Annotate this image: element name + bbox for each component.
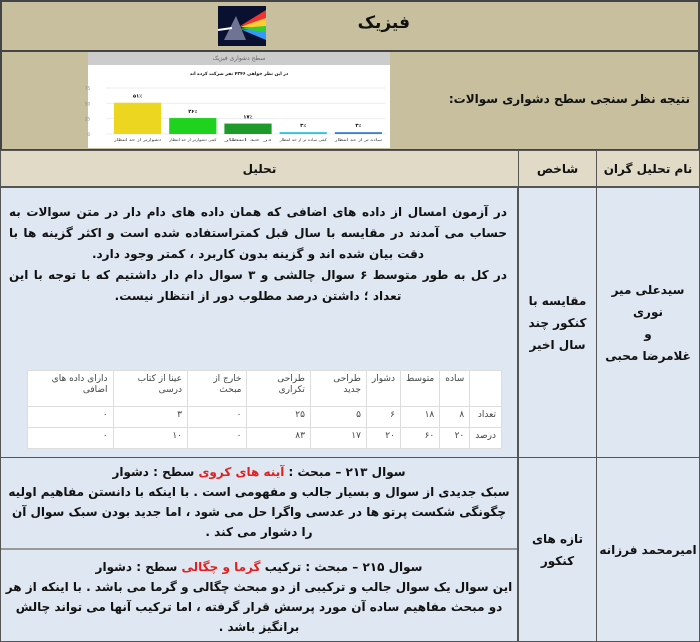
table-cell: ۳: [113, 407, 187, 428]
question-text: سبک جدیدی از سوال و بسیار جالب و مفهومی است . با اینکه با دانستن مفاهیم اولیه چگونگی شکست پرتو ها در عدسی واگرا حل می شود ، اما جدید بودن سبک سوال آن را دشوار می کند .: [8, 485, 510, 540]
table-cell: متوسط: [400, 371, 439, 407]
y-tick-label: 0: [87, 132, 90, 137]
bar: [280, 132, 327, 134]
survey-label: نتیجه نظر سنجی سطح دشواری سوالات:: [448, 92, 690, 106]
data-label: ۱۷٪: [243, 114, 253, 121]
x-tick-label: دشوارتر از حد انتظار: [112, 137, 162, 142]
indicator-cell: تازه های کنکور: [518, 457, 597, 642]
question-title: سوال ۲۱۳ – مبحث : آینه های کروی سطح : دشوار: [112, 465, 406, 480]
table-cell: ۲۰: [366, 428, 400, 449]
table-cell: [470, 371, 502, 407]
x-tick-label: ساده تر از حد انتظار: [333, 137, 382, 142]
difficulty-chart: [84, 52, 390, 148]
data-label: ۲۶٪: [188, 109, 198, 116]
paragraph: در آزمون امسال از داده های اضافی که همان داده های دام دار در متن سوالات به حساب می آمدند در مقایسه با سال قبل کمتراستفاده شده است و اکثر گزینه ها با دقت بیان شده اند و گزینه بدون کاربرد ، کمتر وجود دارد.: [9, 205, 507, 261]
table-cell: ۰: [187, 428, 247, 449]
table-cell: دارای داده های اضافی: [28, 371, 114, 407]
table-cell: دشوار: [366, 371, 400, 407]
table-cell: ۸۳: [247, 428, 310, 449]
topic-highlight: آینه های کروی: [198, 465, 285, 480]
question-213: [1, 460, 517, 544]
analyst-name: سیدعلی میر نوری: [611, 282, 685, 319]
y-tick-label: 25: [84, 116, 90, 122]
indicator-cell: مقایسه با کنکور چند سال اخیر: [518, 187, 597, 458]
table-cell: ۱۰: [113, 428, 187, 449]
question-215: [1, 555, 517, 639]
question-text: این سوال یک سوال جالب و ترکیبی از دو مبحث چگالی و گرما می باشد . با اینکه از هر دو مبحث مفاهیم ساده آن مورد پرسش قرار گرفته ، اما ترکیب آنها می تواند چالش برانگیز باشد .: [5, 579, 513, 634]
analyst-conjunction: و: [644, 326, 652, 341]
column-header-analysts: نام تحلیل گران: [596, 150, 700, 187]
table-cell: ۰: [28, 428, 114, 449]
table-cell: ۱۸: [400, 407, 439, 428]
analysts-cell: [596, 187, 700, 458]
bar: [169, 118, 216, 134]
analysis-cell: [0, 457, 518, 642]
bar: [224, 124, 271, 134]
prism-icon: [218, 6, 266, 46]
data-label: ۳٪: [355, 123, 362, 130]
analysis-cell: [0, 187, 518, 458]
paragraph: در کل به طور متوسط ۶ سوال چالشی و ۳ سوال دام دار داشتیم که با توجه با این تعداد ؛ داشتن درصد مطلوب دور از انتظار نیست.: [9, 268, 507, 303]
y-tick-label: 75: [84, 86, 90, 91]
data-label: ۵۱٪: [133, 93, 143, 100]
table-cell: تعداد: [470, 407, 502, 428]
table-cell: ۲۵: [247, 407, 310, 428]
table-cell: ۵: [310, 407, 366, 428]
table-row: [28, 407, 502, 428]
topic-highlight: گرما و چگالی: [181, 559, 261, 574]
page-title: فیزیک: [357, 13, 410, 33]
table-cell: ۰: [28, 407, 114, 428]
analysts-cell: امیرمحمد فرزانه: [596, 457, 700, 642]
column-header-analysis: تحلیل: [0, 150, 519, 187]
table-cell: درصد: [470, 428, 502, 449]
table-cell: ۲۰: [440, 428, 470, 449]
table-cell: ۸: [440, 407, 470, 428]
table-cell: عینا از کتاب درسی: [113, 371, 187, 407]
x-tick-label: در حد انتظار: [221, 137, 273, 142]
question-title: سوال ۲۱۵ – مبحث : ترکیب گرما و چگالی سطح : دشوار: [95, 559, 423, 574]
x-tick-label: کمی دشوارتر از حد انتظار: [168, 137, 217, 142]
divider: [1, 548, 517, 550]
table-row: [28, 428, 502, 449]
column-header-indicator: شاخص: [518, 150, 597, 187]
table-cell: طراحی جدید: [310, 371, 366, 407]
bar: [335, 132, 382, 134]
y-tick-label: 50: [84, 101, 90, 107]
table-cell: ساده: [440, 371, 470, 407]
table-cell: ۰: [187, 407, 247, 428]
stats-table: [27, 370, 502, 449]
table-cell: ۶: [366, 407, 400, 428]
table-cell: ۶۰: [400, 428, 439, 449]
analysis-text: [1, 202, 517, 307]
table-cell: طراحی تکراری: [247, 371, 310, 407]
table-cell: ۱۷: [310, 428, 366, 449]
data-label: ۳٪: [300, 123, 307, 130]
bar: [114, 103, 161, 134]
analyst-name: غلامرضا محبی: [605, 348, 691, 363]
page-header: [0, 0, 700, 52]
x-tick-label: کمی ساده تر از حد انتظار: [278, 137, 328, 142]
table-row: [28, 371, 502, 407]
chart-subtitle: در این نظر خواهی ۴۳۴۶ نفر شرکت کرده اند: [189, 72, 289, 77]
table-cell: خارج از مبحث: [187, 371, 247, 407]
chart-title: سطح دشواری فیزیک: [88, 52, 390, 65]
